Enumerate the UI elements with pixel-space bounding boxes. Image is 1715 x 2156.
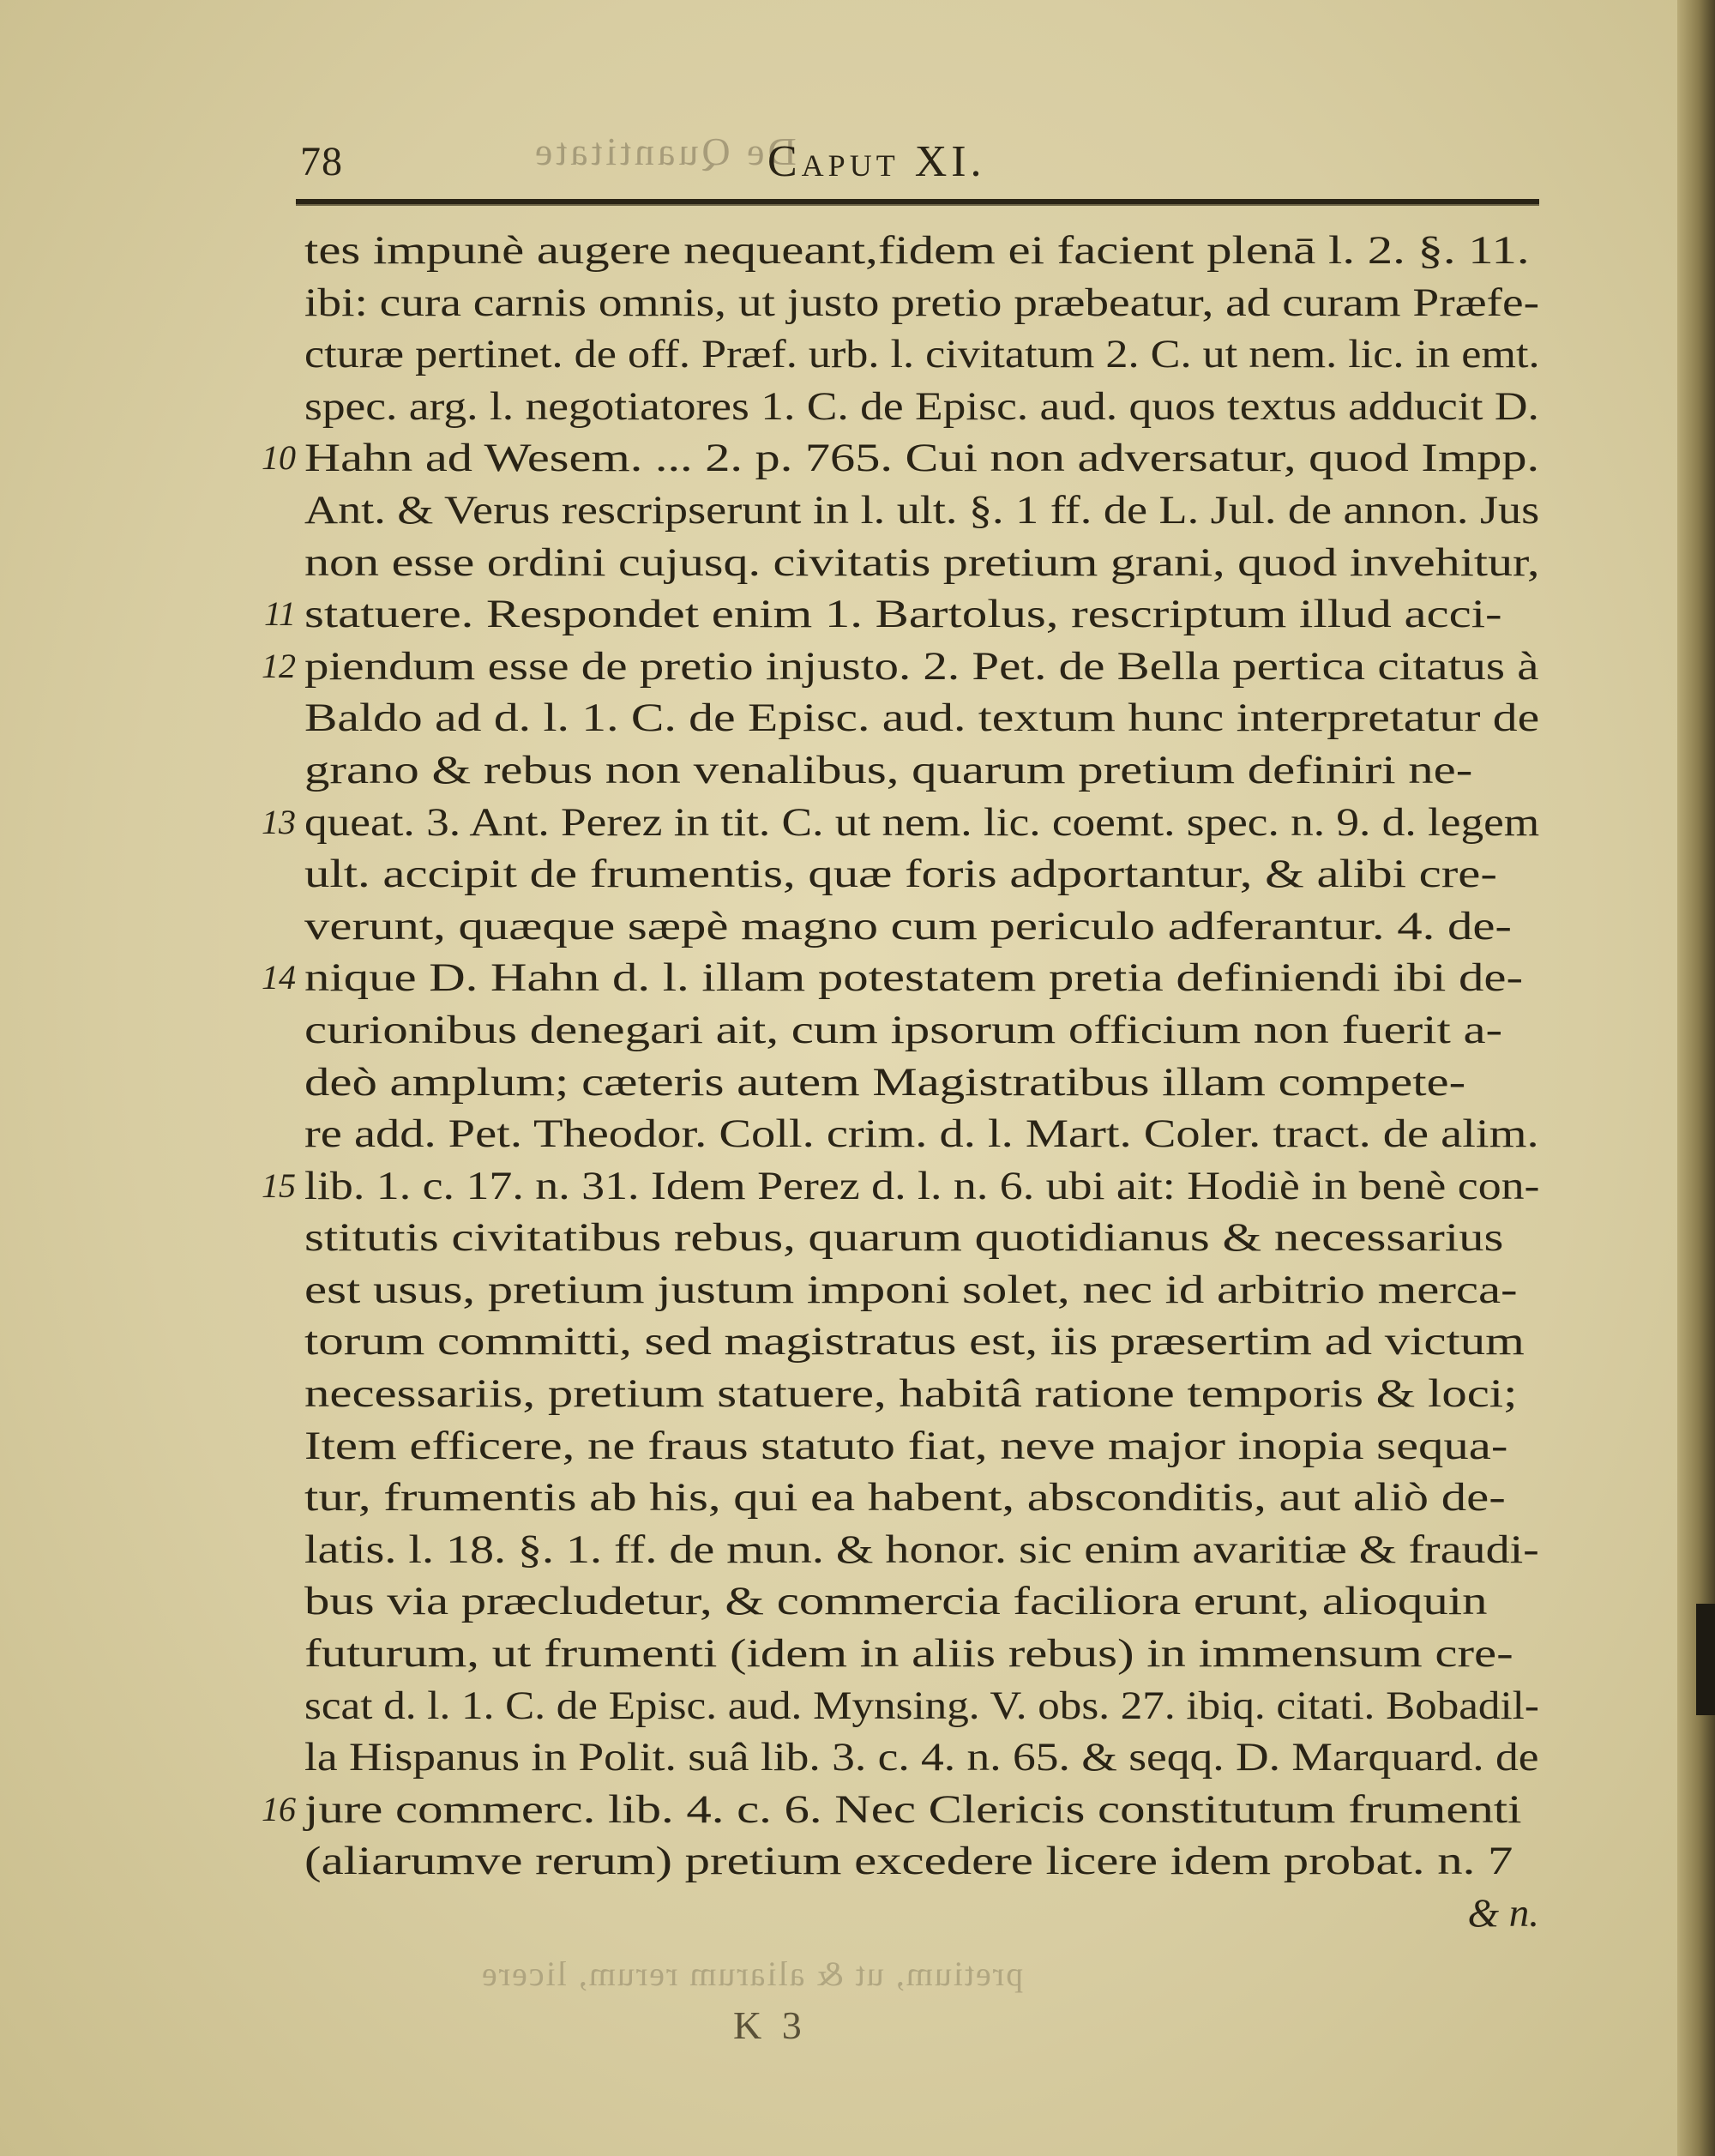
- text-line: [304, 1888, 1556, 1940]
- page-footer: [304, 2002, 1556, 2054]
- text-line: [304, 1368, 1556, 1420]
- line-text: scat d. l. 1. C. de Episc. aud. Mynsing. V. obs. 27. ibiq. citati. Bobadil-: [304, 1683, 1539, 1728]
- text-line: [262, 1160, 1556, 1213]
- line-text: verunt, quæque sæpè magno cum periculo adferantur. 4. de-: [304, 903, 1512, 949]
- header-rule: [296, 199, 1539, 206]
- text-line: [304, 328, 1556, 381]
- text-line: [304, 848, 1556, 900]
- text-line: [304, 744, 1556, 797]
- page-number: 78: [300, 139, 343, 184]
- bleed-through-line: pretium, ut & aliarum rerum, licere: [480, 1954, 1024, 1993]
- line-text: Item efficere, ne fraus statuto fiat, neve major inopia sequa-: [304, 1423, 1508, 1468]
- line-text: Ant. & Verus rescripserunt in l. ult. §. 1 ff. de L. Jul. de annon. Jus: [304, 487, 1540, 533]
- text-line: [304, 1628, 1556, 1680]
- line-text: Baldo ad d. l. 1. C. de Episc. aud. textum hunc interpretatur de: [304, 696, 1540, 741]
- margin-number: 14: [262, 958, 296, 997]
- line-text: ult. accipit de frumentis, quæ foris adportantur, & alibi cre-: [304, 852, 1497, 897]
- line-text: piendum esse de pretio injusto. 2. Pet. de Bella pertica citatus à: [304, 643, 1539, 689]
- text-line: [304, 1264, 1556, 1316]
- text-line: [304, 381, 1556, 433]
- line-text: est usus, pretium justum imponi solet, nec id arbitrio merca-: [304, 1267, 1518, 1312]
- text-line: [304, 900, 1556, 953]
- text-line: [262, 432, 1556, 485]
- line-text: tes impunè augere nequeant,fidem ei facient plenā l. 2. §. 11.: [304, 228, 1530, 273]
- text-line: [262, 797, 1556, 849]
- line-text: queat. 3. Ant. Perez in tit. C. ut nem. lic. coemt. spec. n. 9. d. legem: [304, 799, 1540, 845]
- line-text: (aliarumve rerum) pretium excedere licere idem probat. n. 7: [304, 1839, 1513, 1884]
- line-text: la Hispanus in Polit. suâ lib. 3. c. 4. n. 65. & seqq. D. Marquard. de: [304, 1735, 1539, 1780]
- margin-number: 12: [262, 646, 296, 685]
- text-line: [304, 1004, 1556, 1057]
- text-line: [262, 641, 1556, 693]
- line-text: jure commerc. lib. 4. c. 6. Nec Clericis constitutum frumenti: [304, 1786, 1522, 1832]
- line-text: cturæ pertinet. de off. Præf. urb. l. civitatum 2. C. ut nem. lic. in emt.: [304, 332, 1540, 377]
- text-line: [304, 1420, 1556, 1472]
- line-text: & n.: [1467, 1891, 1539, 1936]
- margin-number: 11: [263, 594, 296, 634]
- line-text: non esse ordini cujusq. civitatis pretium grani, quod invehitur,: [304, 539, 1540, 585]
- line-text: bus via præcludetur, & commercia faciliora erunt, alioquin: [304, 1579, 1488, 1624]
- margin-number: 15: [262, 1165, 296, 1205]
- line-text: futurum, ut frumenti (idem in aliis rebus) in immensum cre-: [304, 1631, 1513, 1677]
- margin-number: 16: [262, 1789, 296, 1828]
- line-text: ibi: cura carnis omnis, ut justo pretio præbeatur, ad curam Præfe-: [304, 280, 1540, 325]
- line-text: Hahn ad Wesem. ... 2. p. 765. Cui non adversatur, quod Impp.: [304, 436, 1540, 481]
- text-line: [304, 485, 1556, 537]
- text-line: [304, 1575, 1556, 1628]
- body-text: [262, 225, 1556, 1940]
- text-line: [262, 952, 1556, 1004]
- bleed-through-heading: De Quantitate: [532, 129, 797, 173]
- running-header: [292, 133, 1544, 193]
- text-line: [304, 1524, 1556, 1576]
- line-text: spec. arg. l. negotiatores 1. C. de Episc. aud. quos textus adducit D.: [304, 383, 1539, 429]
- running-title: Caput XI.: [767, 137, 986, 186]
- line-text: statuere. Respondet enim 1. Bartolus, rescriptum illud acci-: [304, 592, 1502, 637]
- text-line: [304, 277, 1556, 329]
- text-line: [304, 1472, 1556, 1524]
- text-line: [304, 1731, 1556, 1784]
- line-text: re add. Pet. Theodor. Coll. crim. d. l. Mart. Coler. tract. de alim.: [304, 1111, 1539, 1157]
- text-line: [304, 1835, 1556, 1888]
- page-spine-edge: [1677, 0, 1715, 2156]
- text-line: [304, 1057, 1556, 1109]
- line-text: latis. l. 18. §. 1. ff. de mun. & honor. sic enim avaritiæ & fraudi-: [304, 1527, 1539, 1572]
- text-line: [304, 1108, 1556, 1160]
- line-text: lib. 1. c. 17. n. 31. Idem Perez d. l. n. 6. ubi ait: Hodiè in benè con-: [304, 1163, 1540, 1208]
- text-line: [263, 588, 1556, 641]
- text-line: [304, 1316, 1556, 1368]
- line-text: tur, frumentis ab his, qui ea habent, absconditis, aut aliò de-: [304, 1475, 1506, 1521]
- text-line: [304, 692, 1556, 744]
- text-line: [304, 225, 1556, 277]
- signature-mark: K 3: [733, 2003, 807, 2047]
- line-text: stitutis civitatibus rebus, quarum quotidianus & necessarius: [304, 1215, 1504, 1261]
- line-text: grano & rebus non venalibus, quarum pretium definiri ne-: [304, 747, 1473, 792]
- margin-number: 13: [262, 802, 296, 841]
- line-text: necessariis, pretium statuere, habitâ ratione temporis & loci;: [304, 1371, 1518, 1417]
- line-text: nique D. Hahn d. l. illam potestatem pretia definiendi ibi de-: [304, 955, 1524, 1001]
- line-text: deò amplum; cæteris autem Magistratibus illam compete-: [304, 1059, 1466, 1105]
- line-text: torum committi, sed magistratus est, iis præsertim ad victum: [304, 1319, 1525, 1364]
- margin-number: 10: [262, 438, 296, 478]
- text-line: [262, 1784, 1556, 1836]
- text-line: [304, 537, 1556, 589]
- line-text: curionibus denegari ait, cum ipsorum officium non fuerit a-: [304, 1007, 1503, 1052]
- binding-mark: [1696, 1604, 1715, 1715]
- text-line: [304, 1212, 1556, 1264]
- text-line: [304, 1680, 1556, 1732]
